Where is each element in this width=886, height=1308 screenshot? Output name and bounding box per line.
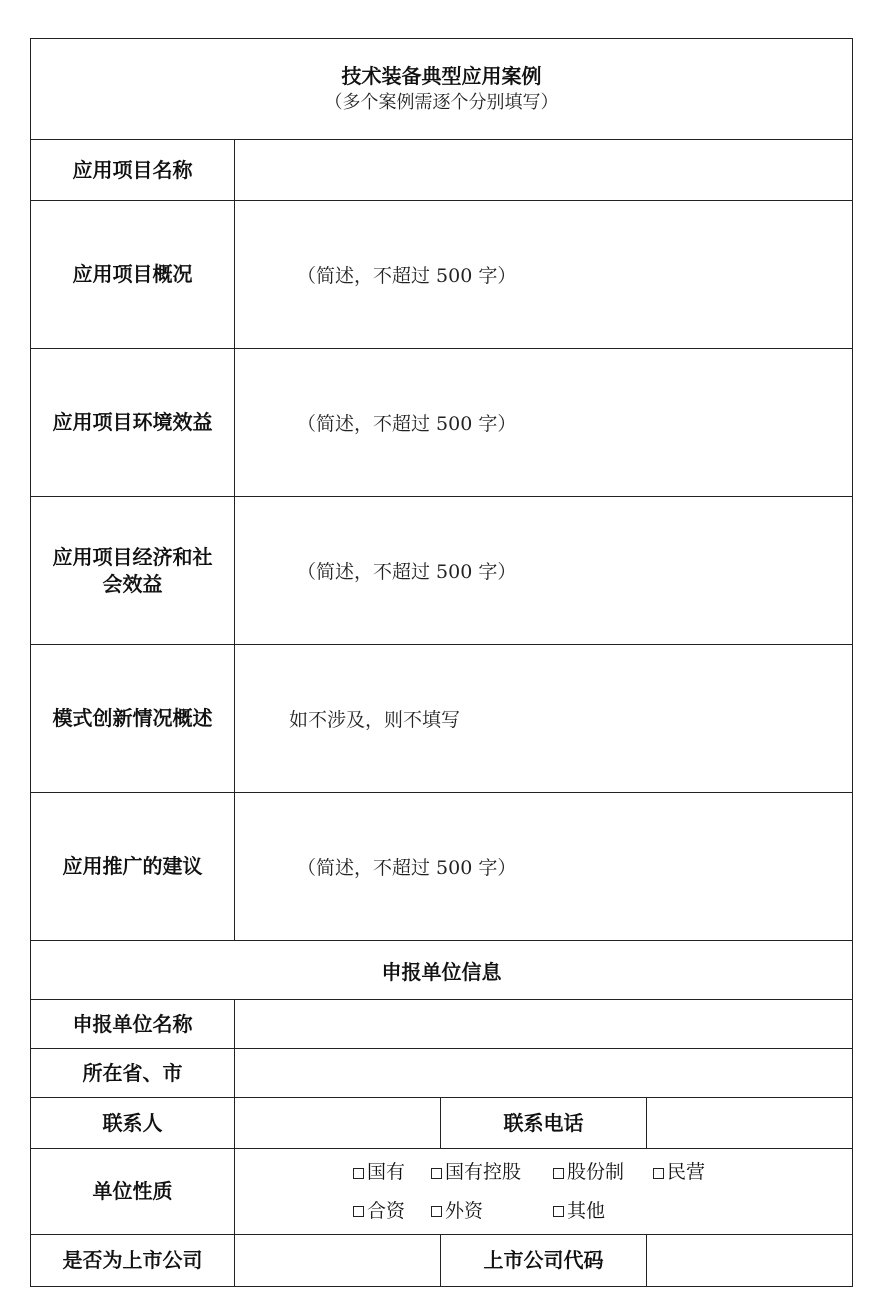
economic-social-benefit-label-line2: 会效益 — [102, 571, 163, 596]
location-label: 所在省、市 — [31, 1049, 235, 1098]
promotion-suggestion-hint: （简述，不超过 500 字） — [297, 857, 517, 879]
economic-social-benefit-label — [31, 497, 235, 645]
environmental-benefit-field[interactable] — [235, 349, 853, 497]
listed-company-field[interactable] — [235, 1235, 441, 1287]
checkbox-joint-stock[interactable] — [553, 1161, 653, 1184]
checkbox-icon — [353, 1168, 364, 1179]
option-label: 国有 — [367, 1160, 406, 1183]
checkbox-icon — [353, 1206, 364, 1217]
model-innovation-label: 模式创新情况概述 — [31, 645, 235, 793]
economic-social-benefit-hint: （简述，不超过 500 字） — [297, 561, 517, 583]
listed-company-label: 是否为上市公司 — [31, 1235, 235, 1287]
stock-code-label: 上市公司代码 — [441, 1235, 647, 1287]
promotion-suggestion-field[interactable] — [235, 793, 853, 941]
unit-nature-label: 单位性质 — [31, 1149, 235, 1235]
project-name-field[interactable] — [235, 140, 853, 201]
phone-label: 联系电话 — [441, 1098, 647, 1149]
checkbox-icon — [431, 1206, 442, 1217]
form-subtitle: （多个案例需逐个分别填写） — [324, 92, 559, 114]
checkbox-icon — [553, 1206, 564, 1217]
model-innovation-field[interactable] — [235, 645, 853, 793]
checkbox-icon — [431, 1168, 442, 1179]
checkbox-icon — [553, 1168, 564, 1179]
checkbox-icon — [653, 1168, 664, 1179]
form-header — [31, 39, 853, 140]
unit-nature-options — [235, 1149, 853, 1235]
option-label: 其他 — [567, 1199, 606, 1222]
checkbox-other[interactable] — [553, 1200, 605, 1223]
location-field[interactable] — [235, 1049, 853, 1098]
project-overview-label: 应用项目概况 — [31, 201, 235, 349]
application-case-form — [30, 38, 853, 1287]
checkbox-state-controlled[interactable] — [431, 1161, 553, 1184]
checkbox-foreign[interactable] — [431, 1200, 553, 1223]
option-label: 合资 — [367, 1199, 406, 1222]
economic-social-benefit-label-line1: 应用项目经济和社 — [52, 544, 213, 569]
option-label: 国有控股 — [445, 1160, 522, 1183]
environmental-benefit-hint: （简述，不超过 500 字） — [297, 413, 517, 435]
unit-name-field[interactable] — [235, 1000, 853, 1049]
checkbox-state-owned[interactable] — [353, 1161, 431, 1184]
unit-name-label: 申报单位名称 — [31, 1000, 235, 1049]
contact-field[interactable] — [235, 1098, 441, 1149]
project-name-label: 应用项目名称 — [31, 140, 235, 201]
unit-nature-options-row-1 — [235, 1161, 852, 1184]
unit-info-heading: 申报单位信息 — [31, 941, 853, 1000]
unit-nature-options-row-2 — [235, 1200, 852, 1223]
option-label: 股份制 — [567, 1160, 625, 1183]
economic-social-benefit-field[interactable] — [235, 497, 853, 645]
option-label: 民营 — [667, 1160, 706, 1183]
stock-code-field[interactable] — [647, 1235, 853, 1287]
model-innovation-hint: 如不涉及，则不填写 — [289, 709, 461, 731]
checkbox-private[interactable] — [653, 1161, 705, 1184]
project-overview-hint: （简述，不超过 500 字） — [297, 265, 517, 287]
phone-field[interactable] — [647, 1098, 853, 1149]
option-label: 外资 — [445, 1199, 484, 1222]
contact-label: 联系人 — [31, 1098, 235, 1149]
form-title: 技术装备典型应用案例 — [341, 64, 542, 89]
checkbox-joint-venture[interactable] — [353, 1200, 431, 1223]
environmental-benefit-label: 应用项目环境效益 — [31, 349, 235, 497]
promotion-suggestion-label: 应用推广的建议 — [31, 793, 235, 941]
project-overview-field[interactable] — [235, 201, 853, 349]
